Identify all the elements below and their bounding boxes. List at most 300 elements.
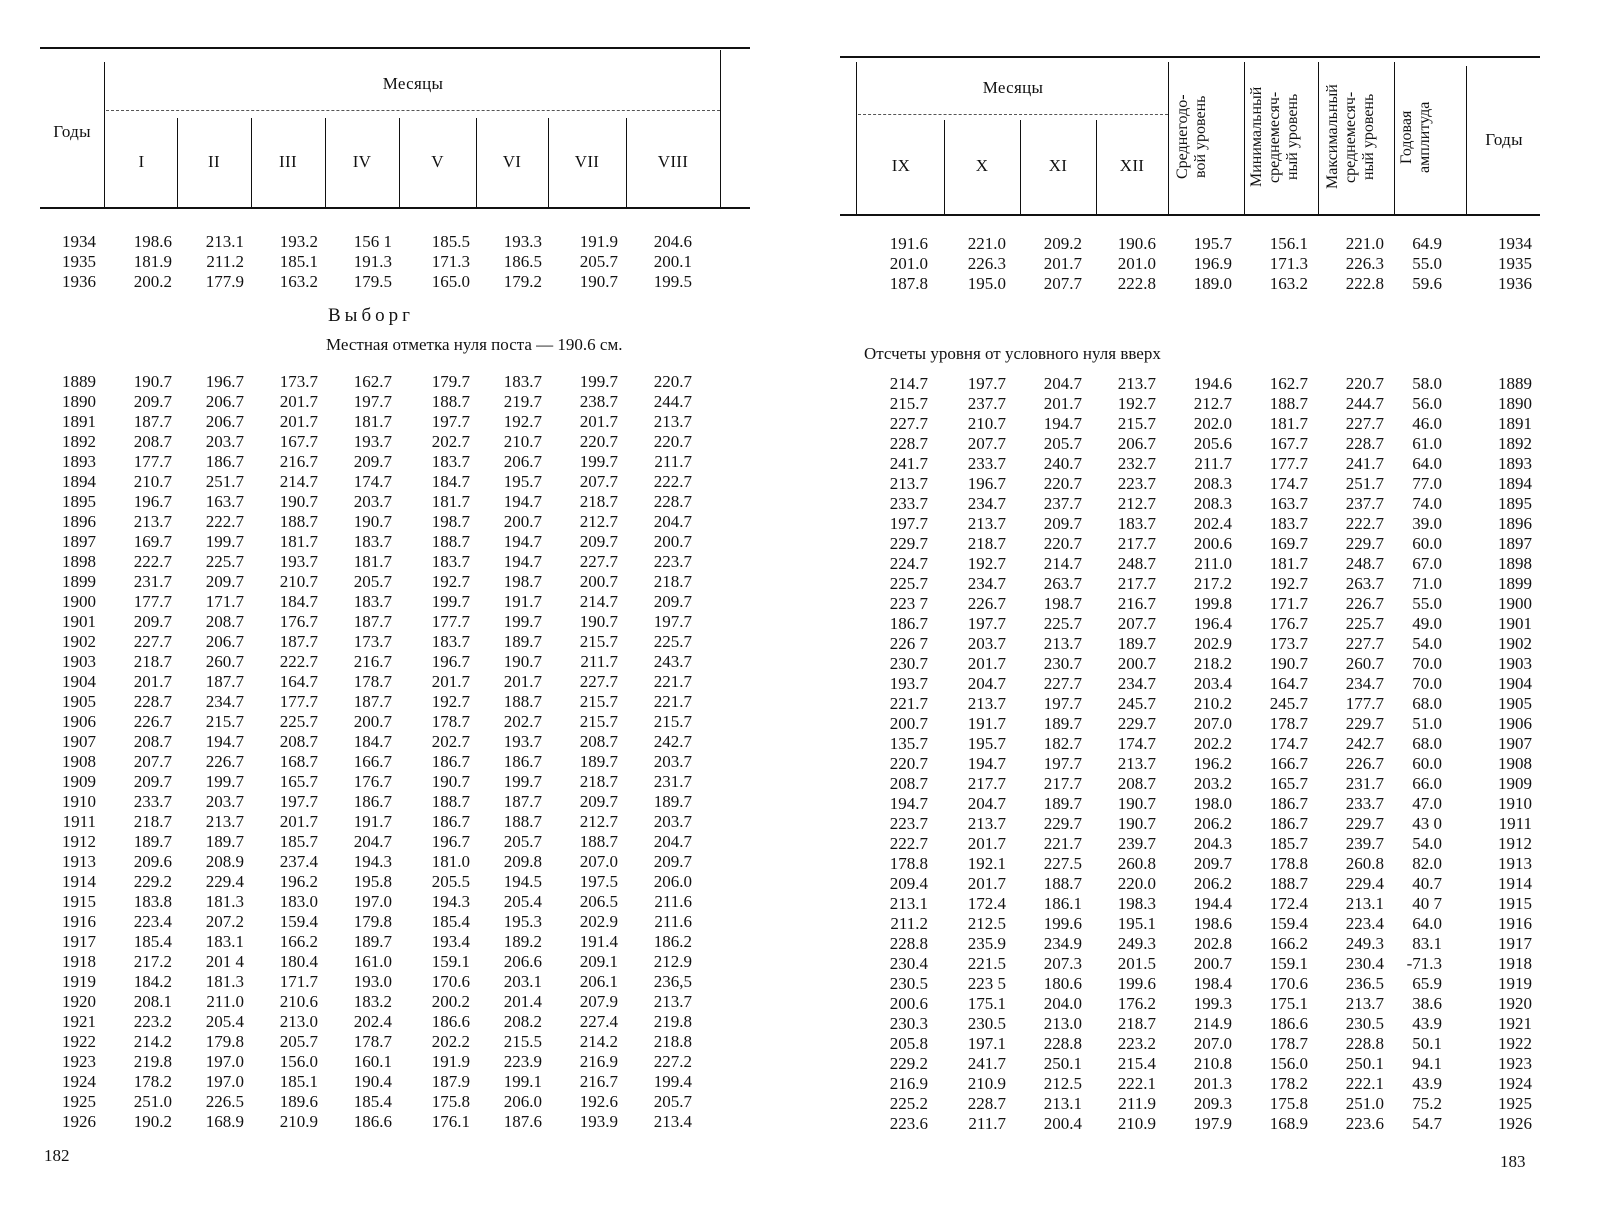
value-cell: 188.7 bbox=[279, 512, 318, 531]
value-cell: 175.8 bbox=[431, 1092, 470, 1111]
value-cell: 205.5 bbox=[431, 872, 470, 891]
value-cell: 175.8 bbox=[1269, 1094, 1308, 1113]
year-cell: 1899 bbox=[62, 572, 96, 591]
value-cell: 178.7 bbox=[1269, 1034, 1308, 1053]
value-cell: 212.7 bbox=[579, 812, 618, 831]
value-cell: 202.7 bbox=[503, 712, 542, 731]
value-cell: 186.1 bbox=[1043, 894, 1082, 913]
value-cell: 38.6 bbox=[1412, 994, 1442, 1013]
value-cell: 178.8 bbox=[889, 854, 928, 873]
value-cell: 214.7 bbox=[1043, 554, 1082, 573]
year-cell: 1936 bbox=[1498, 274, 1532, 293]
value-cell: 218.7 bbox=[579, 772, 618, 791]
value-cell: 208.7 bbox=[133, 732, 172, 751]
value-cell: 197.7 bbox=[279, 792, 318, 811]
value-cell: 204.7 bbox=[1043, 374, 1082, 393]
value-cell: 226.7 bbox=[205, 752, 244, 771]
value-cell: 197.0 bbox=[205, 1072, 244, 1091]
value-cell: 186.7 bbox=[1269, 814, 1308, 833]
value-column bbox=[1242, 234, 1308, 294]
value-cell: 210.9 bbox=[967, 1074, 1006, 1093]
value-cell: 171.3 bbox=[1269, 254, 1308, 273]
value-cell: 178.7 bbox=[431, 712, 470, 731]
value-cell: 230.4 bbox=[1345, 954, 1384, 973]
value-cell: 199.6 bbox=[1117, 974, 1156, 993]
value-cell: 210.7 bbox=[279, 572, 318, 591]
value-cell: 186.7 bbox=[1269, 794, 1308, 813]
value-cell: 189.2 bbox=[503, 932, 542, 951]
value-cell: 180.6 bbox=[1043, 974, 1082, 993]
value-cell: 199.1 bbox=[503, 1072, 542, 1091]
value-cell: 217.2 bbox=[133, 952, 172, 971]
value-cell: 209.6 bbox=[133, 852, 172, 871]
value-column bbox=[1318, 374, 1384, 1134]
value-cell: 241.7 bbox=[889, 454, 928, 473]
value-cell: 216.7 bbox=[579, 1072, 618, 1091]
year-cell: 1936 bbox=[62, 272, 96, 291]
value-cell: 229.7 bbox=[1345, 714, 1384, 733]
value-cell: 234.9 bbox=[1043, 934, 1082, 953]
value-cell: 54.0 bbox=[1412, 634, 1442, 653]
value-cell: 181.7 bbox=[431, 492, 470, 511]
value-cell: 206.5 bbox=[579, 892, 618, 911]
value-cell: 201.7 bbox=[967, 874, 1006, 893]
value-cell: 211.2 bbox=[890, 914, 928, 933]
value-cell: 205.7 bbox=[353, 572, 392, 591]
value-cell: 205.7 bbox=[653, 1092, 692, 1111]
year-cell: 1907 bbox=[1498, 734, 1532, 753]
months-dashed-rule bbox=[858, 114, 1168, 115]
value-cell: 214.7 bbox=[279, 472, 318, 491]
value-cell: 210.7 bbox=[503, 432, 542, 451]
value-cell: 205.7 bbox=[579, 252, 618, 271]
value-cell: 223 7 bbox=[889, 594, 928, 613]
value-cell: 171.3 bbox=[431, 252, 470, 271]
value-cell: 200.2 bbox=[431, 992, 470, 1011]
year-column bbox=[40, 232, 96, 292]
value-cell: 263.7 bbox=[1345, 574, 1384, 593]
value-cell: 228.8 bbox=[1043, 1034, 1082, 1053]
right-page bbox=[840, 0, 1600, 1211]
value-cell: 244.7 bbox=[653, 392, 692, 411]
value-cell: 189.7 bbox=[1043, 794, 1082, 813]
value-cell: 184.2 bbox=[133, 972, 172, 991]
value-cell: 203.7 bbox=[205, 792, 244, 811]
value-cell: 189.7 bbox=[1043, 714, 1082, 733]
value-cell: 227.7 bbox=[579, 552, 618, 571]
value-cell: 215.7 bbox=[579, 712, 618, 731]
value-cell: 55.0 bbox=[1412, 594, 1442, 613]
value-cell: 197.7 bbox=[967, 614, 1006, 633]
value-cell: 217.7 bbox=[1117, 534, 1156, 553]
value-cell: 220.7 bbox=[1043, 534, 1082, 553]
value-cell: 200.7 bbox=[503, 512, 542, 531]
month-header: VII bbox=[574, 152, 600, 171]
year-cell: 1904 bbox=[1498, 674, 1532, 693]
value-cell: 229.7 bbox=[1345, 814, 1384, 833]
value-cell: 39.0 bbox=[1412, 514, 1442, 533]
value-cell: 211.0 bbox=[206, 992, 244, 1011]
value-cell: 167.7 bbox=[1269, 434, 1308, 453]
value-cell: 190.6 bbox=[1117, 234, 1156, 253]
value-cell: 186.2 bbox=[653, 932, 692, 951]
value-cell: 211.7 bbox=[654, 452, 692, 471]
left-page bbox=[0, 0, 780, 1211]
value-cell: 186.7 bbox=[205, 452, 244, 471]
value-cell: 198.7 bbox=[503, 572, 542, 591]
value-cell: 177.7 bbox=[279, 692, 318, 711]
value-cell: 193.7 bbox=[353, 432, 392, 451]
value-cell: 214.2 bbox=[133, 1032, 172, 1051]
value-cell: 234.7 bbox=[967, 494, 1006, 513]
value-cell: 251.0 bbox=[133, 1092, 172, 1111]
right-edge-rule bbox=[720, 50, 721, 208]
value-cell: 229.7 bbox=[1345, 534, 1384, 553]
value-cell: 209.7 bbox=[653, 852, 692, 871]
value-cell: 203.2 bbox=[1193, 774, 1232, 793]
value-cell: 196.2 bbox=[1193, 754, 1232, 773]
year-cell: 1917 bbox=[1498, 934, 1532, 953]
value-cell: 229.2 bbox=[133, 872, 172, 891]
value-cell: 191.7 bbox=[503, 592, 542, 611]
value-cell: 250.1 bbox=[1345, 1054, 1384, 1073]
value-cell: 225.2 bbox=[889, 1094, 928, 1113]
value-cell: 190.7 bbox=[1117, 794, 1156, 813]
value-cell: 211.2 bbox=[206, 252, 244, 271]
value-cell: 234.7 bbox=[967, 574, 1006, 593]
value-cell: 159.1 bbox=[431, 952, 470, 971]
year-cell: 1902 bbox=[1498, 634, 1532, 653]
value-cell: 54.0 bbox=[1412, 834, 1442, 853]
value-cell: 223.9 bbox=[503, 1052, 542, 1071]
value-cell: 183.8 bbox=[133, 892, 172, 911]
year-cell: 1891 bbox=[62, 412, 96, 431]
value-cell: 201.7 bbox=[967, 834, 1006, 853]
month-header: IV bbox=[352, 152, 372, 171]
value-cell: 222.1 bbox=[1117, 1074, 1156, 1093]
value-cell: 203.7 bbox=[353, 492, 392, 511]
value-cell: 185.7 bbox=[279, 832, 318, 851]
column-divider bbox=[1244, 62, 1245, 214]
value-cell: 176.7 bbox=[279, 612, 318, 631]
value-cell: 235.9 bbox=[967, 934, 1006, 953]
value-cell: 190.7 bbox=[279, 492, 318, 511]
value-cell: 183.2 bbox=[353, 992, 392, 1011]
value-cell: 186.5 bbox=[503, 252, 542, 271]
value-cell: 200.7 bbox=[889, 714, 928, 733]
value-cell: 197.7 bbox=[1043, 754, 1082, 773]
value-cell: 206.1 bbox=[579, 972, 618, 991]
value-cell: 190.4 bbox=[353, 1072, 392, 1091]
value-cell: 206.2 bbox=[1193, 814, 1232, 833]
value-cell: 221.7 bbox=[653, 672, 692, 691]
value-cell: 201.7 bbox=[279, 392, 318, 411]
value-cell: 189.6 bbox=[279, 1092, 318, 1111]
value-cell: 198.7 bbox=[431, 512, 470, 531]
value-cell: 65.9 bbox=[1412, 974, 1442, 993]
value-cell: 211.0 bbox=[1194, 554, 1232, 573]
value-cell: 165.7 bbox=[279, 772, 318, 791]
year-cell: 1919 bbox=[62, 972, 96, 991]
value-cell: 189.0 bbox=[1193, 274, 1232, 293]
value-cell: 217.7 bbox=[967, 774, 1006, 793]
value-cell: 214.9 bbox=[1193, 1014, 1232, 1033]
value-cell: 213.1 bbox=[889, 894, 928, 913]
value-cell: 207.0 bbox=[1193, 1034, 1232, 1053]
value-cell: 163.2 bbox=[1269, 274, 1308, 293]
value-cell: 204.0 bbox=[1043, 994, 1082, 1013]
value-column bbox=[1318, 234, 1384, 294]
value-column bbox=[108, 232, 172, 292]
value-cell: 187.7 bbox=[353, 692, 392, 711]
table-top-rule bbox=[840, 56, 1540, 58]
value-cell: 190.7 bbox=[133, 372, 172, 391]
value-cell: 260.8 bbox=[1117, 854, 1156, 873]
value-cell: 188.7 bbox=[1043, 874, 1082, 893]
value-cell: 223.4 bbox=[1345, 914, 1384, 933]
value-cell: 190.2 bbox=[133, 1112, 172, 1131]
value-cell: 222.8 bbox=[1117, 274, 1156, 293]
column-divider bbox=[251, 118, 252, 208]
value-cell: 213.7 bbox=[205, 812, 244, 831]
value-cell: 218.2 bbox=[1193, 654, 1232, 673]
year-cell: 1920 bbox=[1498, 994, 1532, 1013]
value-cell: 196.4 bbox=[1193, 614, 1232, 633]
year-cell: 1893 bbox=[62, 452, 96, 471]
value-cell: 223.7 bbox=[1117, 474, 1156, 493]
value-cell: 189.7 bbox=[579, 752, 618, 771]
value-cell: 197.0 bbox=[205, 1052, 244, 1071]
year-column bbox=[1466, 234, 1532, 294]
value-cell: 250.1 bbox=[1043, 1054, 1082, 1073]
value-cell: 226.5 bbox=[205, 1092, 244, 1111]
months-header: Месяцы bbox=[982, 78, 1044, 97]
value-cell: 210.9 bbox=[279, 1112, 318, 1131]
value-cell: 61.0 bbox=[1412, 434, 1442, 453]
value-cell: 208.3 bbox=[1193, 474, 1232, 493]
value-cell: 195.3 bbox=[503, 912, 542, 931]
year-cell: 1922 bbox=[1498, 1034, 1532, 1053]
value-cell: 54.7 bbox=[1412, 1114, 1442, 1133]
value-cell: 213.1 bbox=[1043, 1094, 1082, 1113]
value-cell: 194.4 bbox=[1193, 894, 1232, 913]
value-cell: 201.7 bbox=[1043, 254, 1082, 273]
value-cell: 193.7 bbox=[503, 732, 542, 751]
value-cell: 174.7 bbox=[1117, 734, 1156, 753]
value-cell: 187.7 bbox=[353, 612, 392, 631]
value-cell: 200.7 bbox=[353, 712, 392, 731]
year-cell: 1915 bbox=[1498, 894, 1532, 913]
value-cell: 220.0 bbox=[1117, 874, 1156, 893]
value-cell: 209.8 bbox=[503, 852, 542, 871]
value-cell: 208.7 bbox=[889, 774, 928, 793]
value-cell: 193.9 bbox=[579, 1112, 618, 1131]
value-cell: 183.7 bbox=[1269, 514, 1308, 533]
value-cell: 189.7 bbox=[353, 932, 392, 951]
value-cell: 201.7 bbox=[967, 654, 1006, 673]
value-cell: 226.7 bbox=[967, 594, 1006, 613]
value-cell: 194.7 bbox=[503, 552, 542, 571]
value-cell: 215.7 bbox=[1117, 414, 1156, 433]
value-cell: 186.6 bbox=[431, 1012, 470, 1031]
value-cell: 187.6 bbox=[503, 1112, 542, 1131]
value-cell: 248.7 bbox=[1345, 554, 1384, 573]
year-cell: 1914 bbox=[1498, 874, 1532, 893]
value-cell: 211.9 bbox=[1118, 1094, 1156, 1113]
years-divider bbox=[104, 62, 105, 208]
value-column bbox=[254, 372, 318, 1132]
value-cell: 201.7 bbox=[133, 672, 172, 691]
value-cell: 230.4 bbox=[889, 954, 928, 973]
column-divider bbox=[476, 118, 477, 208]
year-cell: 1911 bbox=[62, 812, 96, 831]
value-cell: 217.7 bbox=[1117, 574, 1156, 593]
value-cell: 185.7 bbox=[1269, 834, 1308, 853]
value-cell: 183.7 bbox=[1117, 514, 1156, 533]
value-cell: 191.6 bbox=[889, 234, 928, 253]
value-cell: 201.7 bbox=[431, 672, 470, 691]
value-cell: 229.4 bbox=[1345, 874, 1384, 893]
column-divider bbox=[325, 118, 326, 208]
value-cell: 185.1 bbox=[279, 252, 318, 271]
value-cell: 180.4 bbox=[279, 952, 318, 971]
value-cell: 222.7 bbox=[133, 552, 172, 571]
value-cell: 237.7 bbox=[1043, 494, 1082, 513]
value-cell: 200.1 bbox=[653, 252, 692, 271]
value-cell: 162.7 bbox=[1269, 374, 1308, 393]
value-cell: 185.4 bbox=[353, 1092, 392, 1111]
value-cell: 208.9 bbox=[205, 852, 244, 871]
value-cell: 228.7 bbox=[1345, 434, 1384, 453]
months-dashed-rule bbox=[106, 110, 720, 111]
value-cell: 201.0 bbox=[1117, 254, 1156, 273]
value-cell: 236,5 bbox=[653, 972, 692, 991]
value-cell: 216.7 bbox=[1117, 594, 1156, 613]
value-cell: 162.7 bbox=[353, 372, 392, 391]
value-cell: 212.7 bbox=[1117, 494, 1156, 513]
value-cell: 156.1 bbox=[1269, 234, 1308, 253]
value-cell: 60.0 bbox=[1412, 534, 1442, 553]
value-cell: 205.6 bbox=[1193, 434, 1232, 453]
value-cell: 237.4 bbox=[279, 852, 318, 871]
value-cell: 183.0 bbox=[279, 892, 318, 911]
value-cell: 184.7 bbox=[353, 732, 392, 751]
value-column bbox=[402, 232, 470, 292]
value-cell: 188.7 bbox=[431, 392, 470, 411]
value-cell: 178.2 bbox=[133, 1072, 172, 1091]
station-title: Выборг bbox=[328, 305, 414, 326]
value-cell: 228.7 bbox=[133, 692, 172, 711]
value-cell: 198.4 bbox=[1193, 974, 1232, 993]
value-cell: 218.7 bbox=[133, 652, 172, 671]
value-cell: 210.6 bbox=[279, 992, 318, 1011]
value-cell: 185.1 bbox=[279, 1072, 318, 1091]
value-cell: 249.3 bbox=[1345, 934, 1384, 953]
value-cell: 213.7 bbox=[133, 512, 172, 531]
value-cell: 205.4 bbox=[503, 892, 542, 911]
value-cell: 225.7 bbox=[1043, 614, 1082, 633]
value-cell: 208.7 bbox=[205, 612, 244, 631]
value-cell: 175.1 bbox=[967, 994, 1006, 1013]
value-column bbox=[862, 234, 928, 294]
value-column bbox=[940, 234, 1006, 294]
value-cell: 211.7 bbox=[968, 1114, 1006, 1133]
value-cell: 197.7 bbox=[653, 612, 692, 631]
value-cell: 181.7 bbox=[1269, 414, 1308, 433]
value-cell: 220.7 bbox=[1043, 474, 1082, 493]
value-cell: 201 4 bbox=[205, 952, 244, 971]
value-cell: 183.1 bbox=[205, 932, 244, 951]
value-cell: 191.7 bbox=[353, 812, 392, 831]
value-cell: 251.0 bbox=[1345, 1094, 1384, 1113]
value-cell: 187.7 bbox=[279, 632, 318, 651]
value-cell: 209.7 bbox=[133, 772, 172, 791]
value-cell: 187.9 bbox=[431, 1072, 470, 1091]
year-cell: 1895 bbox=[1498, 494, 1532, 513]
value-cell: 177.7 bbox=[1269, 454, 1308, 473]
year-cell: 1918 bbox=[1498, 954, 1532, 973]
value-cell: 178.7 bbox=[353, 1032, 392, 1051]
value-cell: 59.6 bbox=[1412, 274, 1442, 293]
value-cell: 190.7 bbox=[431, 772, 470, 791]
year-cell: 1908 bbox=[62, 752, 96, 771]
value-cell: 198.0 bbox=[1193, 794, 1232, 813]
value-cell: 200.4 bbox=[1043, 1114, 1082, 1133]
value-cell: 187.7 bbox=[133, 412, 172, 431]
value-cell: 177.7 bbox=[1345, 694, 1384, 713]
value-cell: 209.3 bbox=[1193, 1094, 1232, 1113]
value-cell: 198.6 bbox=[133, 232, 172, 251]
value-cell: 40.7 bbox=[1412, 874, 1442, 893]
value-cell: 209.7 bbox=[205, 572, 244, 591]
value-cell: 183.7 bbox=[353, 532, 392, 551]
value-cell: 206.7 bbox=[503, 452, 542, 471]
value-cell: 194.7 bbox=[1043, 414, 1082, 433]
year-cell: 1935 bbox=[1498, 254, 1532, 273]
value-cell: 74.0 bbox=[1412, 494, 1442, 513]
value-cell: 159.4 bbox=[1269, 914, 1308, 933]
value-cell: 183.7 bbox=[431, 552, 470, 571]
value-cell: 179.5 bbox=[353, 272, 392, 291]
value-cell: 159.1 bbox=[1269, 954, 1308, 973]
value-cell: 196.7 bbox=[205, 372, 244, 391]
year-cell: 1901 bbox=[1498, 614, 1532, 633]
value-cell: 183.7 bbox=[503, 372, 542, 391]
section-note: Отсчеты уровня от условного нуля вверх bbox=[864, 344, 1161, 363]
year-cell: 1918 bbox=[62, 952, 96, 971]
value-column bbox=[1016, 234, 1082, 294]
year-column bbox=[40, 372, 96, 1132]
stat-header: Среднегодо- вой уровень bbox=[1174, 94, 1209, 180]
value-cell: 177.9 bbox=[205, 272, 244, 291]
value-cell: 179.2 bbox=[503, 272, 542, 291]
value-cell: 186.6 bbox=[353, 1112, 392, 1131]
value-cell: 220.7 bbox=[889, 754, 928, 773]
value-cell: 179.8 bbox=[205, 1032, 244, 1051]
value-cell: 217.7 bbox=[1043, 774, 1082, 793]
value-cell: 222.7 bbox=[889, 834, 928, 853]
value-cell: 181.3 bbox=[205, 892, 244, 911]
value-cell: 175.1 bbox=[1269, 994, 1308, 1013]
value-cell: 260.7 bbox=[205, 652, 244, 671]
value-cell: 211.6 bbox=[654, 892, 692, 911]
value-cell: 223.6 bbox=[889, 1114, 928, 1133]
value-cell: 212.7 bbox=[579, 512, 618, 531]
value-column bbox=[550, 232, 618, 292]
value-cell: 227.4 bbox=[579, 1012, 618, 1031]
year-cell: 1891 bbox=[1498, 414, 1532, 433]
value-cell: 181.7 bbox=[353, 552, 392, 571]
